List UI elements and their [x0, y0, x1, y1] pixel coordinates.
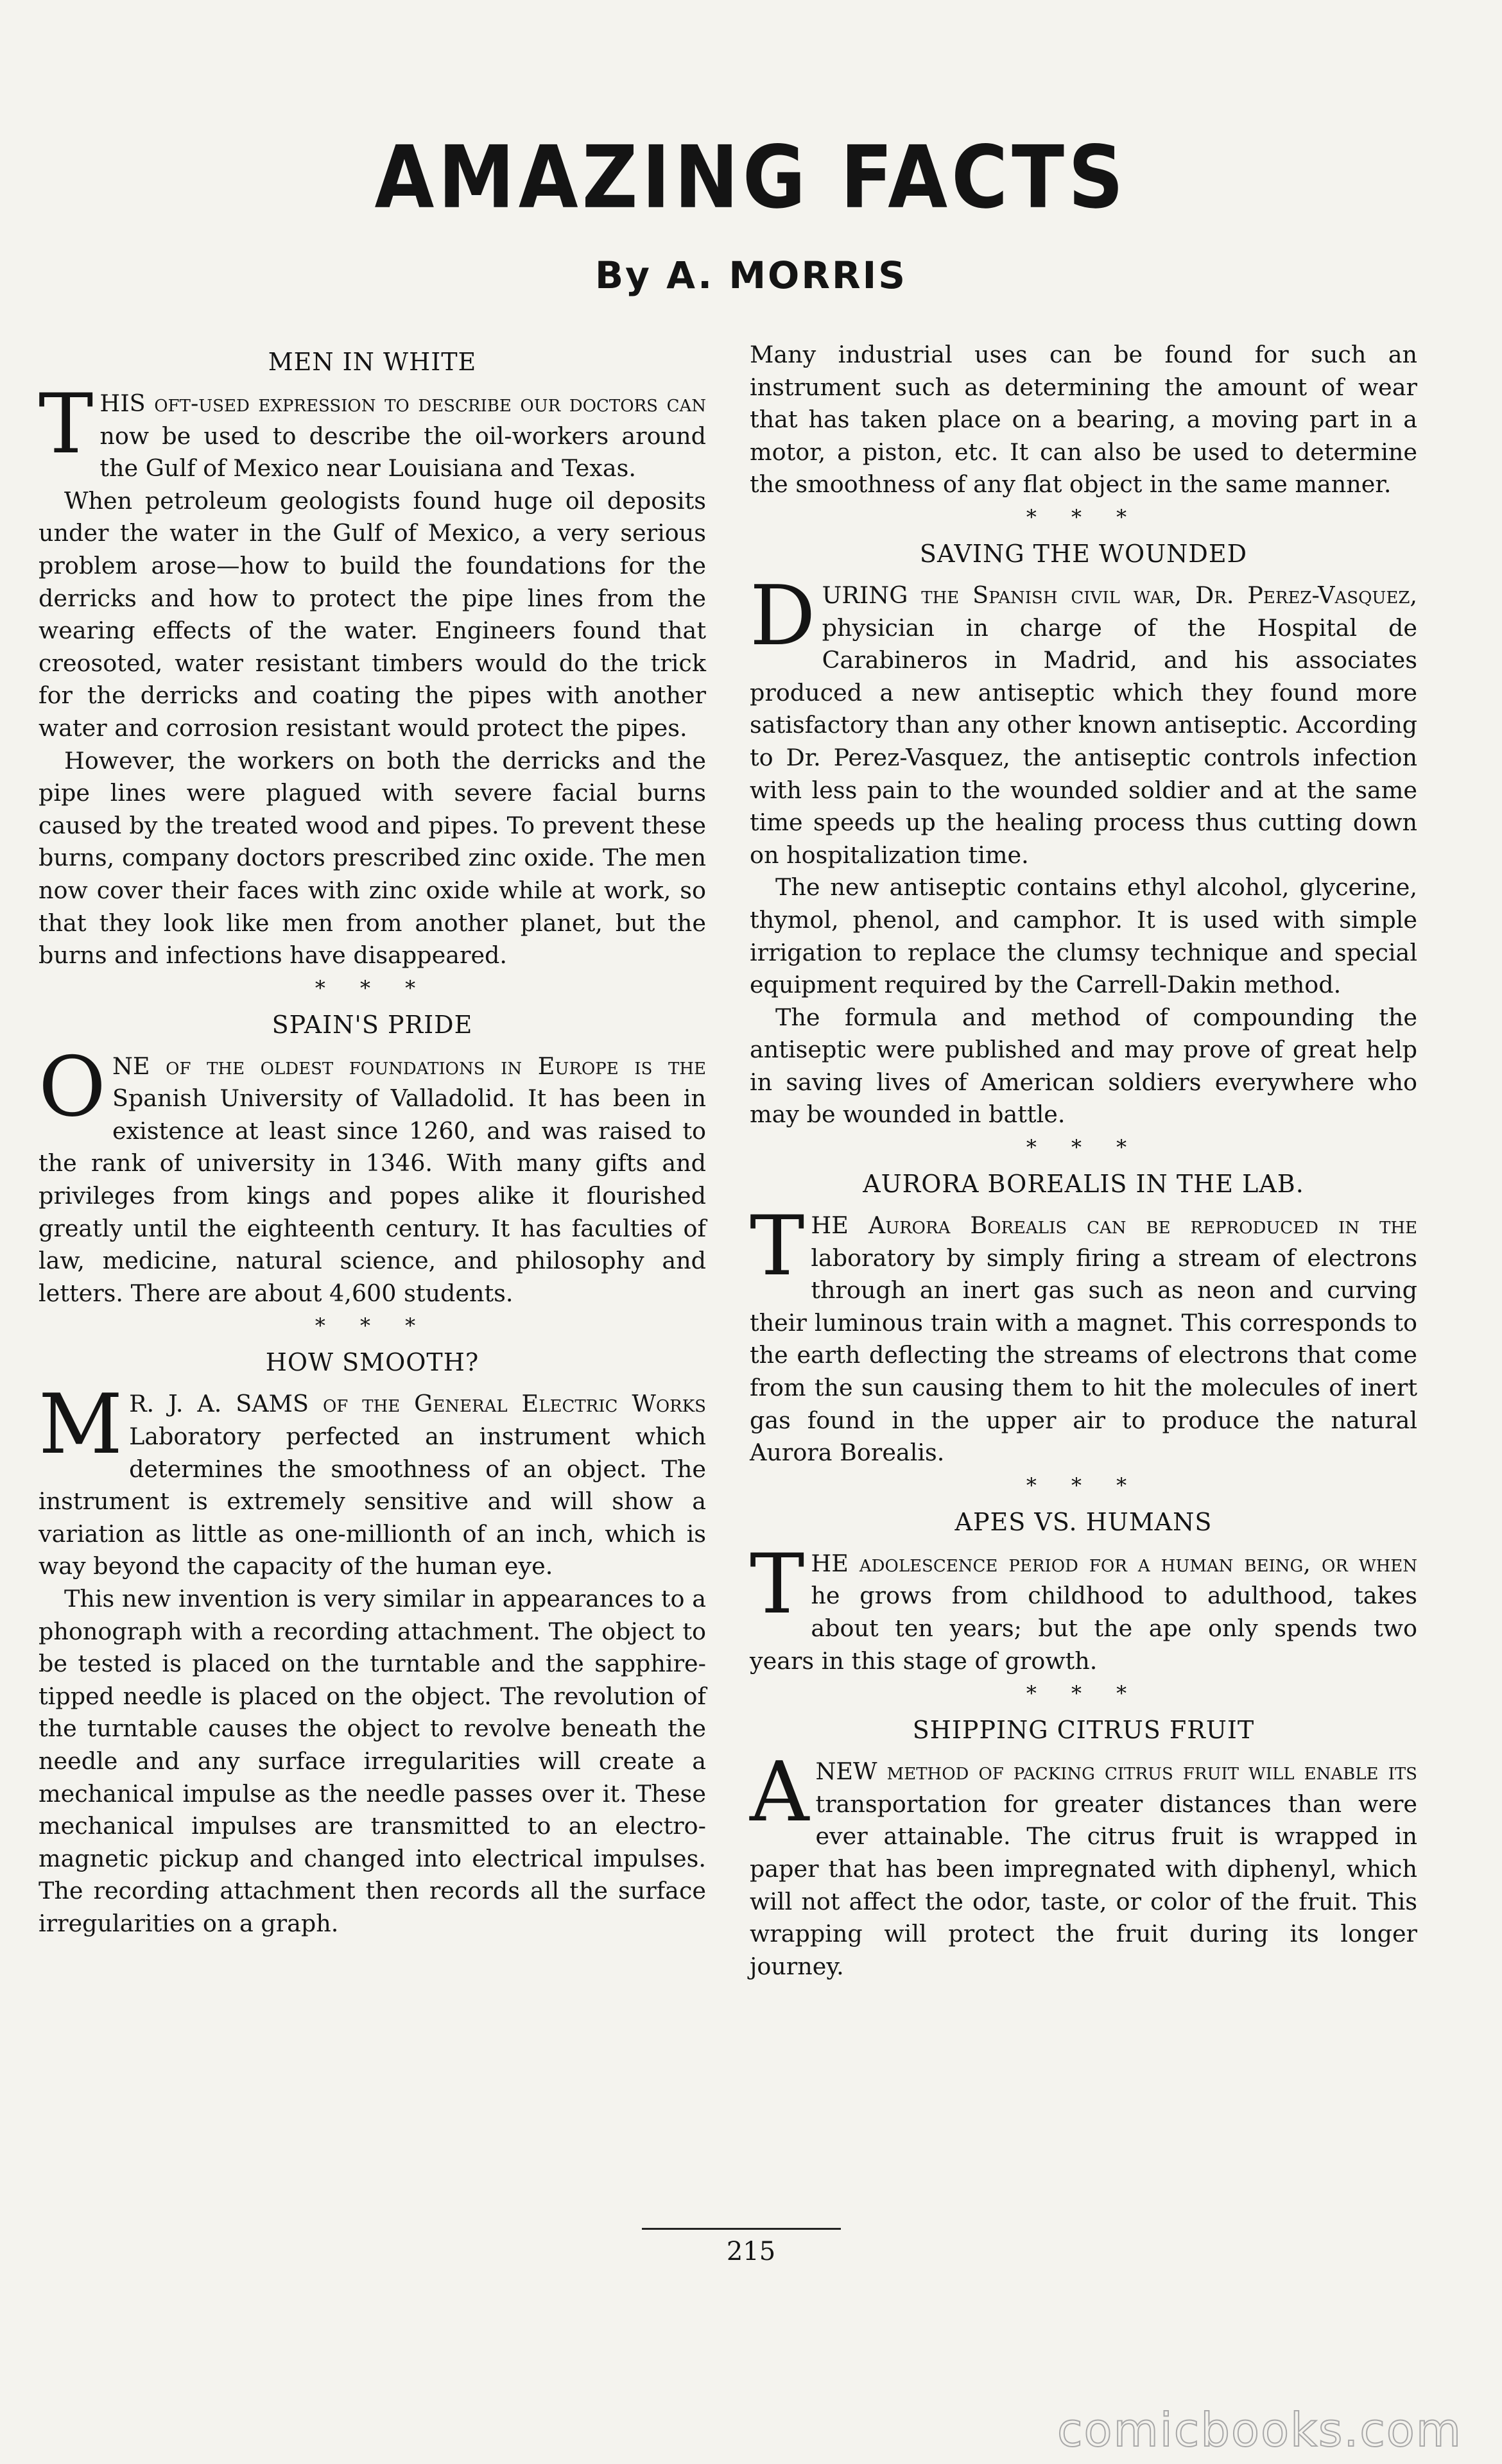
- section-separator: * * *: [1026, 1135, 1141, 1160]
- article-spains-pride: [39, 1002, 706, 1310]
- article-paragraph: The new antiseptic contains ethyl alcohol, glycerine, thymol, phenol, and camphor. It is used with simple irrigation to replace the clumsy technique and special equipment required by the Carrell-Dakin method.: [750, 873, 1417, 999]
- article-apes-vs-humans: [750, 1499, 1417, 1677]
- left-column: [39, 339, 706, 1940]
- article-saving-the-wounded: [750, 531, 1417, 1131]
- page-number: 215: [726, 2237, 776, 2266]
- article-paragraph: [750, 1745, 1417, 1983]
- article-paragraph: [39, 377, 706, 485]
- right-column: [750, 339, 1417, 1983]
- article-paragraph: This new invention is very similar in appearances to a phonograph with a recording attachment. The object to be tested is placed on the turntable and the sapphire-tipped needle is placed on the object. The revolution of the turntable causes the object to revolve beneath the needle and any surface irregularities will create a mechanical impulse as the needle passes over it. These mechanical impulses are transmitted to an electro-magnetic pickup and changed into electrical impulses. The recording attachment then records all the surface irregularities on a graph.: [39, 1585, 706, 1937]
- article-paragraph: When petroleum geologists found huge oil deposits under the water in the Gulf of Mexico, a very serious problem arose—how to build the foundations for the derricks and how to protect the pipe lines from the wearing effects of the water. Engineers found that creosoted, water resistant timbers would do the trick for the derricks and coating the pipes with another water and corrosion resistant would protect the pipes.: [39, 486, 706, 742]
- article-shipping-citrus-fruit: [750, 1707, 1417, 1983]
- paragraph-text: R. J. A. SAMS of the General Electric Works Laboratory perfected an instrument which determines the smoothness of an object. The instrument is extremely sensitive and will show a variation as little as one-millionth of an inch, which is way beyond the capacity of the human eye.: [39, 1390, 706, 1580]
- article-heading: SPAIN'S PRIDE: [272, 1010, 473, 1039]
- section-separator: * * *: [315, 975, 430, 1000]
- article-paragraph: [750, 1199, 1417, 1469]
- drop-cap: A: [750, 1745, 809, 1841]
- article-paragraph-continued: Many industrial uses can be found for such an instrument such as determining the amount of wear that has taken place on a bearing, a moving part in a motor, a piston, etc. It can also be used to determine the smoothness of any flat object in the same manner.: [750, 341, 1417, 499]
- article-heading: AURORA BOREALIS IN THE LAB.: [863, 1170, 1304, 1199]
- article-aurora-borealis: [750, 1161, 1417, 1469]
- article-heading: SAVING THE WOUNDED: [919, 539, 1248, 568]
- article-paragraph: The formula and method of compounding the antiseptic were published and may prove of great help in saving lives of American soldiers everywhere who may be wounded in battle.: [750, 1003, 1417, 1129]
- article-heading: APES VS. HUMANS: [954, 1507, 1213, 1536]
- section-separator: * * *: [1026, 1473, 1141, 1498]
- page-title: AMAZING FACTS: [374, 128, 1128, 228]
- article-heading: MEN IN WHITE: [268, 348, 477, 376]
- drop-cap: M: [39, 1377, 123, 1473]
- article-paragraph: [39, 1039, 706, 1310]
- footer-rule: [642, 2228, 841, 2230]
- article-paragraph: [39, 1377, 706, 1583]
- paragraph-text: HIS oft-used expression to describe our doctors can now be used to describe the oil-workers around the Gulf of Mexico near Louisiana and Texas.: [99, 389, 706, 483]
- article-paragraph: However, the workers on both the derricks and the pipe lines were plagued with severe facial burns caused by the treated wood and pipes. To prevent these burns, company doctors prescribed zinc oxide. The men now cover their faces with zinc oxide while at work, so that they look like men from another planet, but the burns and infections have disappeared.: [39, 746, 706, 970]
- drop-cap: T: [750, 1536, 805, 1632]
- paragraph-text: NE of the oldest foundations in Europe is the Spanish University of Valladolid. It has been in existence at least since 1260, and was raised to the rank of university in 1346. With many gifts and privileges from kings and popes alike it flourished greatly until the eighteenth century. It has faculties of law, medicine, natural science, and philosophy and letters. There are about 4,600 students.: [39, 1052, 706, 1307]
- article-men-in-white: [39, 339, 706, 972]
- section-separator: * * *: [1026, 504, 1141, 529]
- drop-cap: T: [39, 377, 94, 472]
- paragraph-text: NEW method of packing citrus fruit will enable its transportation for greater distances than were ever attainable. The citrus fruit is wrapped in paper that has been impregnated with diphenyl, which will not affect the odor, taste, or color of the fruit. This wrapping will protect the fruit during its longer journey.: [750, 1758, 1417, 1980]
- paragraph-text: HE Aurora Borealis can be reproduced in the laboratory by simply firing a stream of electrons through an inert gas such as neon and curving their luminous train with a magnet. This corresponds to the earth deflecting the streams of electrons that come from the sun causing them to hit the molecules of inert gas found in the upper air to produce the natural Aurora Borealis.: [750, 1211, 1417, 1467]
- article-paragraph: [750, 1536, 1417, 1677]
- article-heading: SHIPPING CITRUS FRUIT: [912, 1716, 1255, 1745]
- paragraph-text: HE adolescence period for a human being, or when he grows from childhood to adulthood, takes about ten years; but the ape only spends two years in this stage of growth.: [750, 1549, 1417, 1675]
- paragraph-text: URING the Spanish civil war, Dr. Perez-Vasquez, physician in charge of the Hospital de Carabineros in Madrid, and his associates produced a new antiseptic which they found more satisfactory than any other known antiseptic. According to Dr. Perez-Vasquez, the antiseptic controls infection with less pain to the wounded soldier and at the same time speeds up the healing process thus cutting down on hospitalization time.: [750, 581, 1417, 869]
- byline: By A. MORRIS: [594, 253, 908, 297]
- article-how-smooth: [39, 1339, 706, 1940]
- section-separator: * * *: [1026, 1681, 1141, 1706]
- section-separator: * * *: [315, 1313, 430, 1339]
- watermark-logo: comicbooks.com: [1057, 2403, 1462, 2457]
- drop-cap: T: [750, 1199, 805, 1295]
- article-heading: HOW SMOOTH?: [265, 1348, 479, 1377]
- drop-cap: O: [39, 1039, 106, 1135]
- drop-cap: D: [750, 568, 816, 664]
- article-paragraph: [750, 568, 1417, 871]
